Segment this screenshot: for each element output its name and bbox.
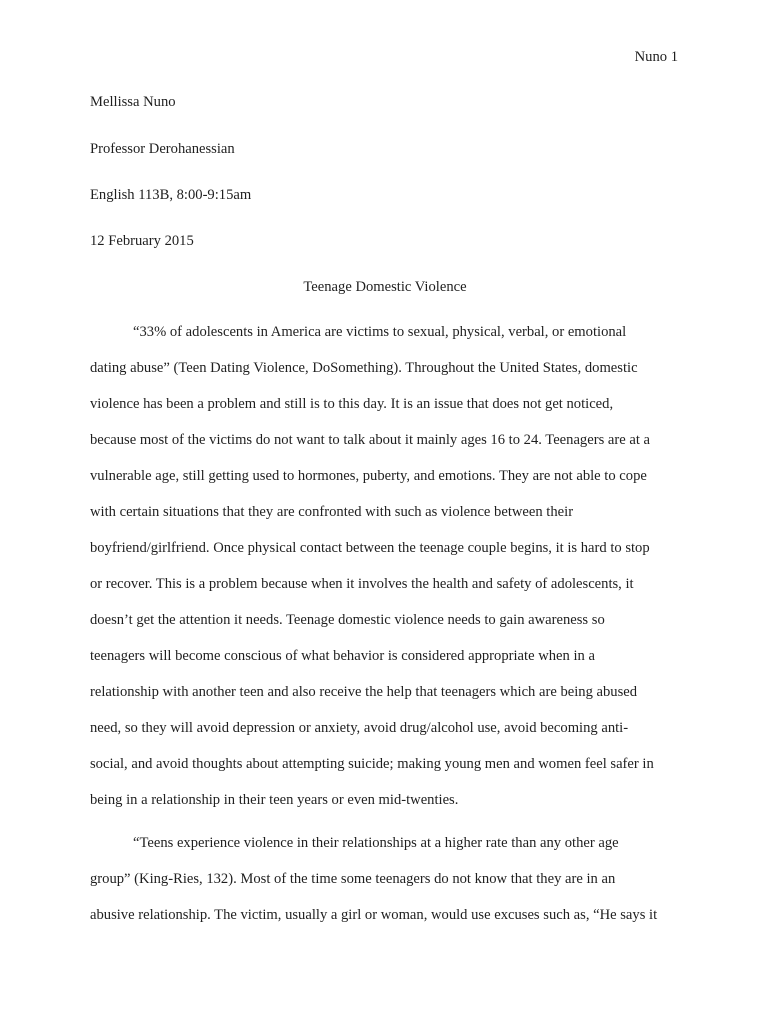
body-paragraph-1 (90, 314, 680, 818)
paragraph-line: abusive relationship. The victim, usually a girl or woman, would use excuses such as, “He says it (90, 907, 658, 923)
paragraph-line: “Teens experience violence in their relationships at a higher rate than any other age (133, 835, 619, 851)
paragraph-line: doesn’t get the attention it needs. Teenage domestic violence needs to gain awareness so (90, 612, 605, 628)
paragraph-line: group” (King-Ries, 132). Most of the time some teenagers do not know that they are in an (90, 871, 616, 887)
paragraph-line: or recover. This is a problem because when it involves the health and safety of adolescents, it (90, 576, 634, 592)
paragraph-line: dating abuse” (Teen Dating Violence, DoSomething). Throughout the United States, domestic (90, 360, 638, 376)
paragraph-line: because most of the victims do not want to talk about it mainly ages 16 to 24. Teenagers are at a (90, 432, 651, 448)
instructor-name: Professor Derohanessian (90, 141, 235, 157)
paragraph-line: violence has been a problem and still is to this day. It is an issue that does not get noticed, (90, 396, 614, 412)
essay-title: Teenage Domestic Violence (303, 279, 467, 295)
course-info: English 113B, 8:00-9:15am (90, 187, 252, 203)
paragraph-line: with certain situations that they are confronted with such as violence between their (90, 504, 574, 520)
paragraph-line: relationship with another teen and also receive the help that teenagers which are being abused (90, 684, 638, 700)
paragraph-line: vulnerable age, still getting used to hormones, puberty, and emotions. They are not able to cope (90, 468, 647, 484)
paragraph-line: social, and avoid thoughts about attempting suicide; making young men and women feel safer in (90, 756, 654, 772)
body-paragraph-2 (90, 825, 680, 933)
paragraph-line: boyfriend/girlfriend. Once physical contact between the teenage couple begins, it is hard to stop (90, 540, 650, 556)
essay-date: 12 February 2015 (90, 233, 194, 249)
paragraph-line: need, so they will avoid depression or anxiety, avoid drug/alcohol use, avoid becoming anti- (90, 720, 629, 736)
paragraph-line: “33% of adolescents in America are victims to sexual, physical, verbal, or emotional (133, 324, 627, 340)
author-name: Mellissa Nuno (90, 94, 176, 110)
running-header-page-number: Nuno 1 (634, 49, 678, 65)
paragraph-line: teenagers will become conscious of what behavior is considered appropriate when in a (90, 648, 595, 664)
paragraph-line: being in a relationship in their teen years or even mid-twenties. (90, 792, 459, 808)
